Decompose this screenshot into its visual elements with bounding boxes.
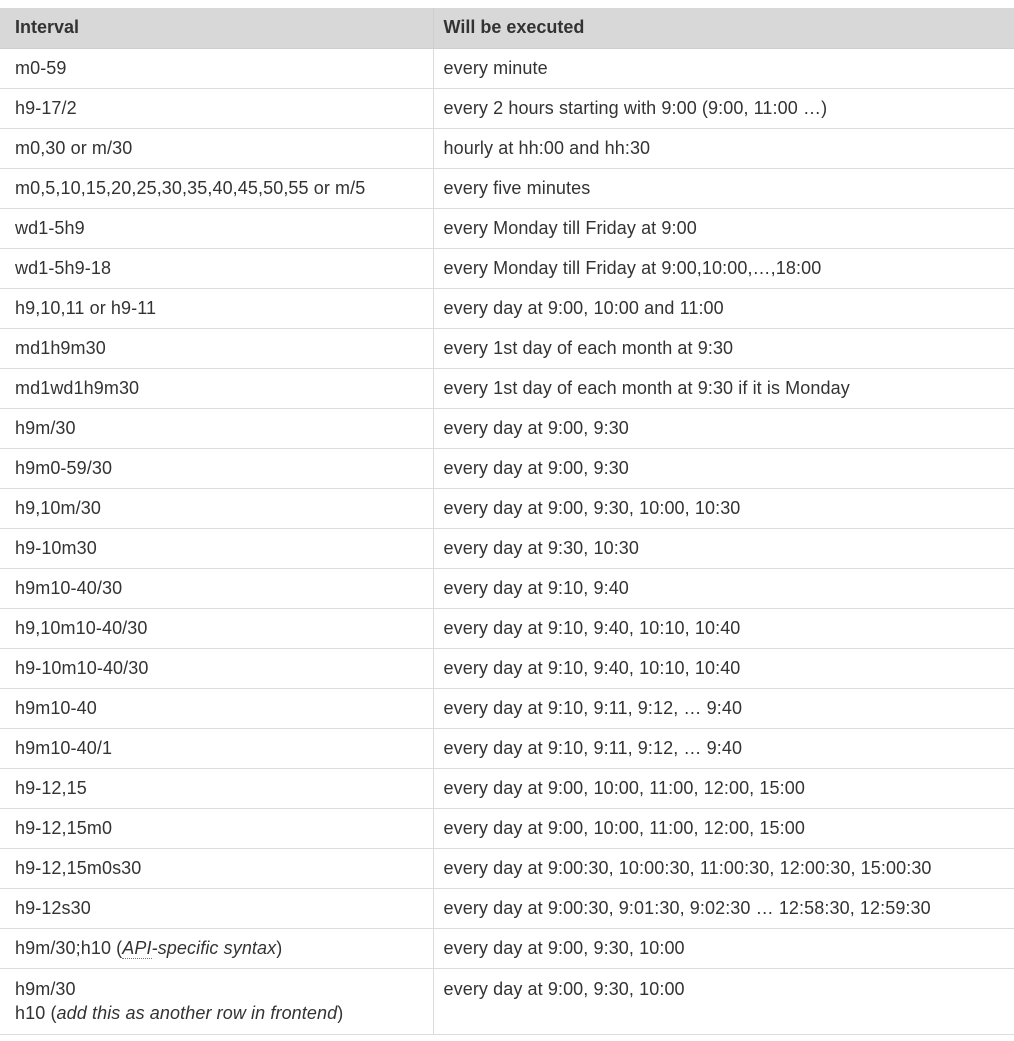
interval-cell: h9m/30 <box>0 408 433 448</box>
paren-close: ) <box>276 937 283 958</box>
table-row <box>0 808 1014 848</box>
executed-cell: every day at 9:00:30, 10:00:30, 11:00:30, 12:00:30, 15:00:30 <box>433 848 1014 888</box>
table-row <box>0 488 1014 528</box>
interval-cell: h9m0-59/30 <box>0 448 433 488</box>
table-row <box>0 48 1014 88</box>
interval-cell: h9-10m30 <box>0 528 433 568</box>
table-row <box>0 648 1014 688</box>
executed-cell: every day at 9:00, 10:00 and 11:00 <box>433 288 1014 328</box>
interval-cell: md1wd1h9m30 <box>0 368 433 408</box>
interval-cell <box>0 928 433 968</box>
executed-cell: every 1st day of each month at 9:30 <box>433 328 1014 368</box>
table-row <box>0 728 1014 768</box>
executed-cell: every minute <box>433 48 1014 88</box>
interval-cell: wd1-5h9 <box>0 208 433 248</box>
paren-open: ( <box>45 1002 57 1023</box>
interval-cell: md1h9m30 <box>0 328 433 368</box>
interval-cell <box>0 968 433 1034</box>
executed-cell: every day at 9:00, 9:30 <box>433 408 1014 448</box>
executed-cell: hourly at hh:00 and hh:30 <box>433 128 1014 168</box>
interval-cell: h9-12s30 <box>0 888 433 928</box>
table-row <box>0 888 1014 928</box>
table-header-row <box>0 8 1014 48</box>
table-row <box>0 368 1014 408</box>
interval-table <box>0 8 1014 1035</box>
executed-cell: every day at 9:00, 10:00, 11:00, 12:00, 15:00 <box>433 808 1014 848</box>
table-row <box>0 248 1014 288</box>
executed-cell: every day at 9:10, 9:40 <box>433 568 1014 608</box>
executed-cell: every 2 hours starting with 9:00 (9:00, 11:00 …) <box>433 88 1014 128</box>
executed-cell: every five minutes <box>433 168 1014 208</box>
interval-cell: m0-59 <box>0 48 433 88</box>
executed-cell: every day at 9:00, 9:30, 10:00 <box>433 968 1014 1034</box>
interval-cell: m0,5,10,15,20,25,30,35,40,45,50,55 or m/5 <box>0 168 433 208</box>
interval-cell: h9-12,15m0s30 <box>0 848 433 888</box>
interval-cell: wd1-5h9-18 <box>0 248 433 288</box>
table-row <box>0 288 1014 328</box>
table-row-frontend <box>0 968 1014 1034</box>
executed-cell: every Monday till Friday at 9:00 <box>433 208 1014 248</box>
executed-cell: every day at 9:10, 9:11, 9:12, … 9:40 <box>433 688 1014 728</box>
table-row <box>0 768 1014 808</box>
interval-code: h9m/30;h10 <box>15 937 112 958</box>
table-row <box>0 608 1014 648</box>
interval-cell: h9,10m10-40/30 <box>0 608 433 648</box>
table-row <box>0 408 1014 448</box>
table-row <box>0 88 1014 128</box>
table-row <box>0 328 1014 368</box>
executed-cell: every day at 9:10, 9:40, 10:10, 10:40 <box>433 648 1014 688</box>
api-specific-note: -specific syntax <box>151 937 277 958</box>
interval-cell: h9,10,11 or h9-11 <box>0 288 433 328</box>
interval-code: h10 <box>15 1002 46 1023</box>
interval-cell: m0,30 or m/30 <box>0 128 433 168</box>
table-row <box>0 528 1014 568</box>
executed-cell: every day at 9:00, 9:30, 10:00, 10:30 <box>433 488 1014 528</box>
executed-cell: every day at 9:00, 10:00, 11:00, 12:00, 15:00 <box>433 768 1014 808</box>
executed-cell: every 1st day of each month at 9:30 if it is Monday <box>433 368 1014 408</box>
table-row <box>0 688 1014 728</box>
executed-cell: every day at 9:00, 9:30 <box>433 448 1014 488</box>
interval-cell: h9m10-40/30 <box>0 568 433 608</box>
interval-cell: h9-12,15m0 <box>0 808 433 848</box>
table-row <box>0 128 1014 168</box>
executed-cell: every day at 9:10, 9:40, 10:10, 10:40 <box>433 608 1014 648</box>
table-row <box>0 168 1014 208</box>
header-interval: Interval <box>0 8 433 48</box>
interval-cell: h9,10m/30 <box>0 488 433 528</box>
executed-cell: every day at 9:00, 9:30, 10:00 <box>433 928 1014 968</box>
executed-cell: every day at 9:30, 10:30 <box>433 528 1014 568</box>
table-row <box>0 568 1014 608</box>
table-row <box>0 208 1014 248</box>
paren-close: ) <box>337 1002 344 1023</box>
table-row <box>0 848 1014 888</box>
executed-cell: every day at 9:00:30, 9:01:30, 9:02:30 … 12:58:30, 12:59:30 <box>433 888 1014 928</box>
table-row <box>0 448 1014 488</box>
interval-cell: h9-12,15 <box>0 768 433 808</box>
interval-cell: h9m10-40 <box>0 688 433 728</box>
interval-line-2 <box>15 1003 433 1024</box>
api-abbreviation: API <box>122 937 152 958</box>
paren-open: ( <box>111 937 123 958</box>
table-row-api-syntax <box>0 928 1014 968</box>
frontend-note: add this as another row in frontend <box>56 1002 338 1023</box>
interval-cell: h9-17/2 <box>0 88 433 128</box>
interval-cell: h9-10m10-40/30 <box>0 648 433 688</box>
interval-line-1: h9m/30 <box>15 978 76 999</box>
executed-cell: every Monday till Friday at 9:00,10:00,…,18:00 <box>433 248 1014 288</box>
header-will-be-executed: Will be executed <box>433 8 1014 48</box>
executed-cell: every day at 9:10, 9:11, 9:12, … 9:40 <box>433 728 1014 768</box>
interval-cell: h9m10-40/1 <box>0 728 433 768</box>
